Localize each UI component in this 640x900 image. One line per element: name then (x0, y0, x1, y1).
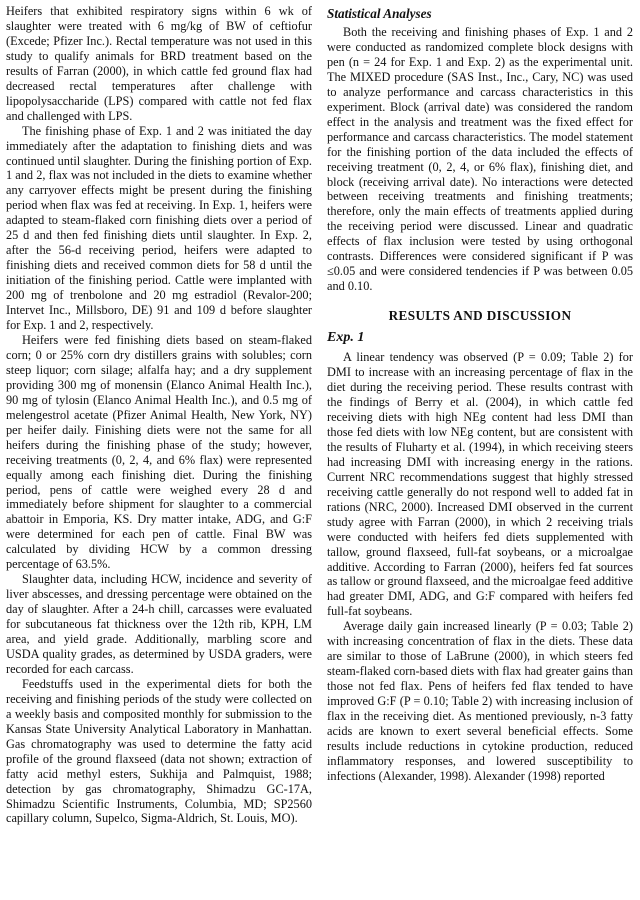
paragraph-slaughter-data: Slaughter data, including HCW, incidence and severity of liver abscesses, and dressing percentage were obtained on the day of slaughter. After a 24-h chill, carcasses were evaluated for subcutaneous fat thickness over the 12th rib, KPH, LM area, and yield grade. Additionally, marbling score and USDA quality grades, as determined by USDA graders, were recorded for each carcass. (6, 572, 312, 676)
left-column (6, 4, 312, 826)
paragraph-adg-results: Average daily gain increased linearly (P = 0.03; Table 2) with increasing concentration of flax in the diets. These data are similar to those of LaBrune (2000), in which steers fed steam-flaked corn-based diets with flax had greater gains than those not fed flax. Pens of heifers fed flax tended to have improved G:F (P = 0.10; Table 2) with increasing inclusion of flax in the receiving diet. As mentioned previously, n-3 fatty acids are known to exert several beneficial effects. Some results include reductions in cytokine production, reduced inflammatory responses, and lowered susceptibility to infections (Alexander, 1998). Alexander (1998) reported (327, 619, 633, 783)
exp1-heading: Exp. 1 (327, 330, 365, 346)
paragraph-brd-treatment: Heifers that exhibited respiratory signs within 6 wk of slaughter were treated with 6 mg/kg of BW of ceftiofur (Excede; Pfizer Inc.). Rectal temperature was not used in this study to qualify animals for BRD treatment based on the results of Farran (2000), in which cattle fed ground flax had decreased rectal temperatures after challenge with lipopolysaccharide (LPS) compared with cattle not fed flax and challenged with LPS. (6, 4, 312, 123)
paragraph-statistical-analyses: Both the receiving and finishing phases of Exp. 1 and 2 were conducted as randomized complete block designs with pen (n = 24 for Exp. 1 and Exp. 2) as the experimental unit. The MIXED procedure (SAS Inst., Inc., Cary, NC) was used to analyze performance and carcass characteristics in this experiment. Block (arrival date) was considered the random effect in the analysis and treatment was the fixed effect for performance and carcass characteristics. The model statement for the finishing portion of the data included the effects of receiving treatment (0, 2, 4, or 6% flax), finishing diet, and block (receiving arrival date). No interactions were detected between receiving treatments and finishing treatments; therefore, only the main effects of treatments applied during the receiving period were discussed. Linear and quadratic effects of flax inclusion were tested by using orthogonal contrasts. Differences were considered significant if P was ≤0.05 and were considered tendencies if P was between 0.05 and 0.10. (327, 25, 633, 294)
statistical-analyses-heading: Statistical Analyses (327, 6, 432, 21)
paragraph-finishing-phase: The finishing phase of Exp. 1 and 2 was initiated the day immediately after the adaptation to finishing diets and was continued until slaughter. During the finishing portion of Exp. 1 and 2, flax was not included in the diets to examine whether any carryover effects might be present during the finishing period when flax was fed at receiving. In Exp. 1, heifers were adapted to steam-flaked corn finishing diets over a period of 25 d and then fed finishing diets until slaughter. In Exp. 2, after the 56-d receiving period, heifers were adapted to finishing diets and received common diets for 58 d until the initiation of the finishing period. Cattle were implanted with 200 mg of trenbolone and 20 mg estradiol (Revalor-200; Intervet Inc., Millsboro, DE) 91 and 109 d before slaughter for Exp. 1 and 2, respectively. (6, 123, 312, 333)
paragraph-feedstuffs: Feedstuffs used in the experimental diets for both the receiving and finishing periods of the study were collected on a weekly basis and composited monthly for submission to the Kansas State University Analytical Laboratory in Manhattan. Gas chromatography was used to determine the fatty acid profile of the ground flaxseed (data not shown; extraction of fatty acid methyl esters, Sukhija and Palmquist, 1988; detection by gas chromatography, Shimadzu GC-17A, Shimadzu Scientific Instruments, Columbia, MD; SP2560 capillary column, Supelco, Sigma-Aldrich, St. Louis, MO). (6, 676, 312, 826)
paragraph-dmi-results: A linear tendency was observed (P = 0.09; Table 2) for DMI to increase with an increasing percentage of flax in the diet during the receiving period. These results contrast with the findings of Berry et al. (2004), in which cattle fed receiving diets with high NEg content had less DMI than those fed diets with low NEg content, but are consistent with the results of Fluharty et al. (1994), in which receiving steers had increasing DMI with increasing energy in the rations. Current NRC recommendations suggest that highly stressed receiving cattle generally do not respond well to added fat in rations (NRC, 2000). Increased DMI observed in the current study agree with Farran (2000), in which 2 receiving trials were conducted with heifers fed diets supplemented with tallow, ground flaxseed, full-fat soybeans, or a microalgae additive. According to Farran (2000), heifers fed fat sources as tallow or ground flaxseed, and the microalgae feed additive had greater DMI, ADG, and G:F compared with heifers fed full-fat soybeans. (327, 350, 633, 619)
paragraph-finishing-diets: Heifers were fed finishing diets based on steam-flaked corn; 0 or 25% corn dry distillers grains with solubles; corn steep liquor; corn silage; alfalfa hay; and a dry supplement providing 300 mg of monensin (Elanco Animal Health Inc.), 90 mg of tylosin (Elanco Animal Health Inc.), and 0.5 mg of melengestrol acetate (Pfizer Animal Health, New York, NY) per heifer daily. Finishing diets were not the same for all heifers during the finishing phase of the study; however, receiving treatments (0, 2, 4, and 6% flax) were represented equally among each finishing diet. During the finishing period, pens of cattle were weighed every 28 d and immediately before shipment for slaughter to a commercial abattoir in Emporia, KS. Dry matter intake, ADG, and G:F were determined for each pen of cattle. Final BW was calculated by dividing HCW by a common dressing percentage of 63.5%. (6, 332, 312, 572)
right-column (327, 4, 633, 784)
results-discussion-heading: RESULTS AND DISCUSSION (388, 308, 572, 324)
